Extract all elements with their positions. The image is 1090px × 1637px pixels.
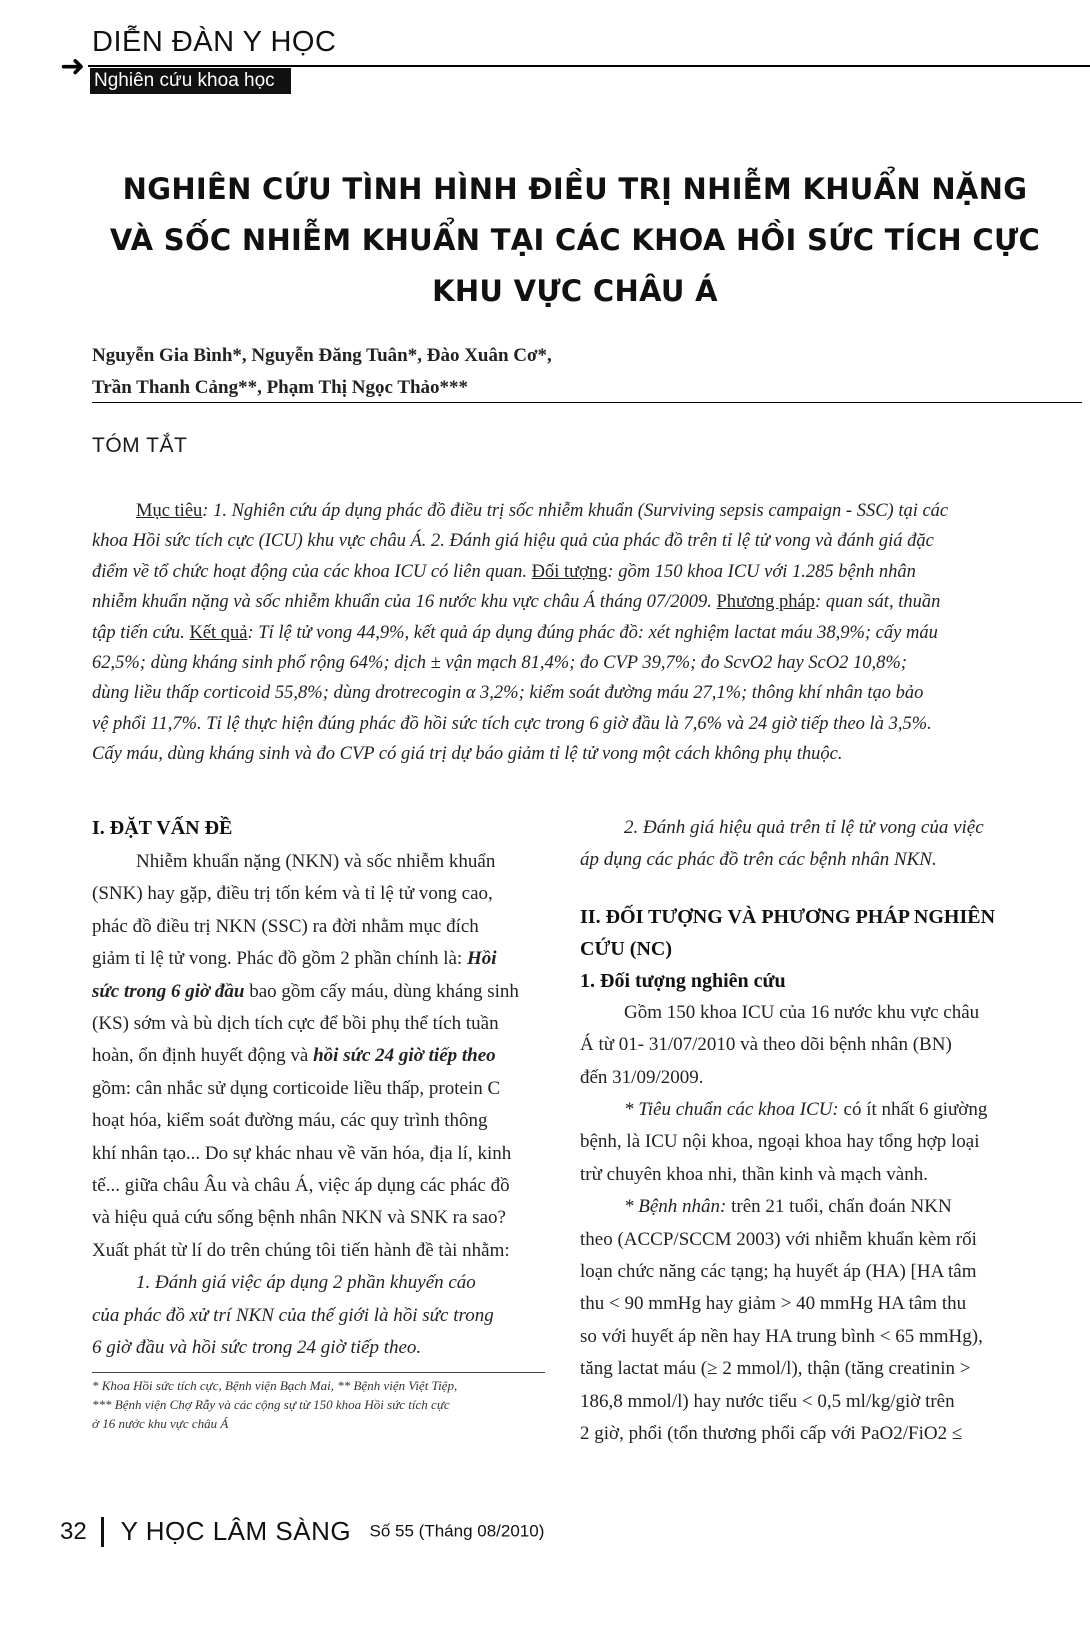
footnote: ở 16 nước khu vực châu Á — [92, 1416, 229, 1431]
abstract-line: nhiễm khuẩn nặng và sốc nhiễm khuẩn của 16 nước khu vực châu Á tháng 07/2009. Phương pháp: quan sát, thuần — [92, 592, 941, 613]
article-title — [60, 164, 1090, 317]
left-column — [92, 812, 545, 1365]
aim-paragraph: 1. Đánh giá việc áp dụng 2 phần khuyến cáo của phác đồ xử trí NKN của thế giới là hồi sức trong 6 giờ đầu và hồi sức trong 24 giờ tiếp theo. — [92, 1272, 494, 1359]
arrow-right-icon: ➜ — [60, 49, 86, 84]
abstract-line: điểm về tổ chức hoạt động của các khoa ICU có liên quan. Đối tượng: gồm 150 khoa ICU với 1.285 bệnh nhân — [92, 561, 916, 582]
abstract-line: khoa Hồi sức tích cực (ICU) khu vực châu Á. 2. Đánh giá hiệu quả của phác đồ trên tỉ lệ tử vong và đánh giá đặc — [92, 531, 934, 552]
objective-label: Mục tiêu — [136, 501, 203, 521]
abstract — [92, 496, 1032, 770]
subsection-heading: 1. Đối tượng nghiên cứu — [580, 969, 786, 992]
category-label: Nghiên cứu khoa học — [90, 68, 291, 94]
abstract-line: Mục tiêu: 1. Nghiên cứu áp dụng phác đồ điều trị sốc nhiễm khuẩn (Surviving sepsis campaign - SSC) tại các — [136, 501, 949, 521]
authors-line: Nguyễn Gia Bình*, Nguyễn Đăng Tuân*, Đào Xuân Cơ*, — [92, 345, 552, 366]
summary-heading: TÓM TẮT — [92, 434, 188, 457]
page-number: 32 — [60, 1517, 87, 1545]
section-heading: II. ĐỐI TƯỢNG VÀ PHƯƠNG PHÁP NGHIÊN CỨU (NC) — [580, 905, 996, 960]
abstract-line: vệ phổi 11,7%. Tỉ lệ thực hiện đúng phác đồ hồi sức tích cực trong 6 giờ đầu là 7,6% và 24 giờ tiếp theo là 3,5%. — [92, 713, 932, 734]
abstract-line: dùng liều thấp corticoid 55,8%; dùng drotrecogin α 3,2%; kiểm soát đường máu 27,1%; thông khí nhân tạo bảo — [92, 683, 924, 704]
abstract-line: tập tiến cứu. Kết quả: Tỉ lệ tử vong 44,9%, kết quả áp dụng đúng phác đồ: xét nghiệm lactat máu 38,9%; cấy máu — [92, 622, 938, 643]
section-heading: I. ĐẶT VẤN ĐỀ — [92, 817, 233, 839]
issue-info: Số 55 (Tháng 08/2010) — [369, 1521, 545, 1541]
right-column — [580, 812, 1035, 1451]
title-line: KHU VỰC CHÂU Á — [432, 274, 718, 308]
abstract-line: 62,5%; dùng kháng sinh phổ rộng 64%; dịch ± vận mạch 81,4%; đo CVP 39,7%; đo ScvO2 hay ScO2 10,8%; — [92, 653, 907, 674]
method-label: Phương pháp — [716, 592, 815, 613]
title-line: NGHIÊN CỨU TÌNH HÌNH ĐIỀU TRỊ NHIỄM KHUẨN NẶNG — [122, 172, 1028, 206]
subject-label: Đối tượng — [531, 561, 608, 582]
title-line: VÀ SỐC NHIỄM KHUẨN TẠI CÁC KHOA HỒI SỨC TÍCH CỰC — [109, 223, 1041, 257]
page-footer — [60, 1516, 544, 1547]
footnotes — [92, 1376, 552, 1433]
authors-line: Trần Thanh Cảng**, Phạm Thị Ngọc Thảo*** — [92, 377, 469, 398]
header-rule — [88, 65, 1090, 67]
subjects-paragraph: Gồm 150 khoa ICU của 16 nước khu vực châu Á từ 01- 31/07/2010 và theo dõi bệnh nhân (BN) đến 31/09/2009. — [580, 1001, 980, 1088]
criteria-paragraph: * Tiêu chuẩn các khoa ICU: có ít nhất 6 giường bệnh, là ICU nội khoa, ngoại khoa hay tổng hợp loại trừ chuyên khoa nhi, thần kinh và mạch vành. — [580, 1099, 988, 1185]
divider — [92, 402, 1082, 403]
authors — [92, 340, 552, 404]
section-title: DIỄN ĐÀN Y HỌC — [92, 26, 337, 58]
abstract-line: Cấy máu, dùng kháng sinh và đo CVP có giá trị dự báo giảm tỉ lệ tử vong một cách không phụ thuộc. — [92, 744, 843, 765]
footer-divider — [101, 1517, 104, 1547]
intro-paragraph: Nhiễm khuẩn nặng (NKN) và sốc nhiễm khuẩn (SNK) hay gặp, điều trị tốn kém và tỉ lệ tử vong cao, phác đồ điều trị NKN (SSC) ra đời nhằm mục đích giảm tỉ lệ tử vong. Phác đồ gồm 2 phần chính là: Hồi sức trong 6 giờ đầu bao gồm cấy máu, dùng kháng sinh (KS) sớm và bù dịch tích cực để bồi phụ thể tích tuần hoàn, ổn định huyết động và hồi sức 24 giờ tiếp theo gồm: cân nhắc sử dụng corticoide liều thấp, protein C hoạt hóa, kiểm soát đường máu, các quy trình thông khí nhân tạo... Do sự khác nhau về văn hóa, địa lí, kinh tế... giữa châu Âu và châu Á, việc áp dụng các phác đồ và hiệu quả cứu sống bệnh nhân NKN và SNK ra sao? Xuất phát từ lí do trên chúng tôi tiến hành đề tài nhằm: — [92, 851, 519, 1261]
aim2-paragraph: 2. Đánh giá hiệu quả trên tỉ lệ tử vong của việc áp dụng các phác đồ trên các bệnh nhân NKN. — [580, 817, 984, 871]
footnote-divider — [92, 1372, 545, 1373]
patient-paragraph: * Bệnh nhân: trên 21 tuổi, chẩn đoán NKN theo (ACCP/SCCM 2003) với nhiễm khuẩn kèm rối loạn chức năng các tạng; hạ huyết áp (HA) [HA tâm thu < 90 mmHg hay giảm > 40 mmHg HA tâm thu so với huyết áp nền hay HA trung bình < 65 mmHg), tăng lactat máu (≥ 2 mmol/l), thận (tăng creatinin > 186,8 mmol/l) hay nước tiểu < 0,5 ml/kg/giờ trên 2 giờ, phổi (tổn thương phổi cấp với PaO2/FiO2 ≤ — [580, 1196, 983, 1445]
result-label: Kết quả — [189, 622, 248, 643]
footnote: * Khoa Hồi sức tích cực, Bệnh viện Bạch Mai, ** Bệnh viện Việt Tiệp, — [92, 1378, 458, 1393]
footnote: *** Bệnh viện Chợ Rẫy và các cộng sự từ 150 khoa Hồi sức tích cực — [92, 1397, 450, 1412]
journal-name: Y HỌC LÂM SÀNG — [120, 1516, 352, 1546]
